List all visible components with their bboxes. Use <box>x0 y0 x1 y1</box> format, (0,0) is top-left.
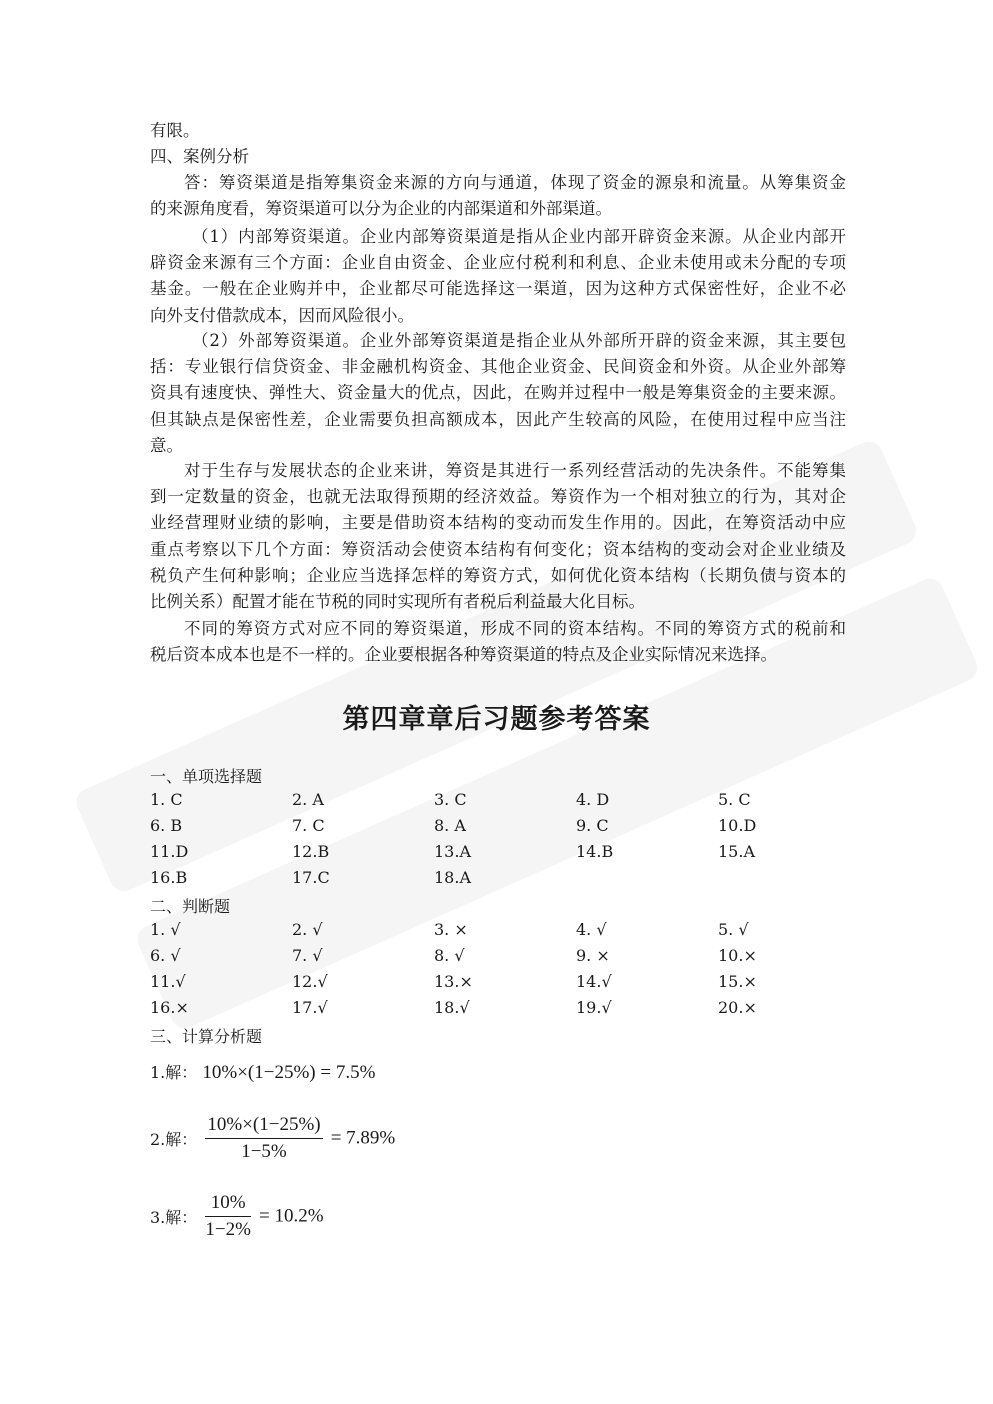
calc-heading: 三、计算分析题 <box>150 1027 263 1046</box>
paragraph-1 <box>150 170 846 222</box>
section-heading: 四、案例分析 <box>150 147 249 166</box>
answer-cell: 7. √ <box>292 946 323 965</box>
calc-expression: 10%×(1−25%) = 7.5% <box>202 1062 376 1083</box>
answer-cell: 3. × <box>434 920 468 939</box>
answer-cell: 15.A <box>718 842 755 861</box>
answer-cell: 11.D <box>150 842 189 861</box>
answer-cell: 14.√ <box>576 972 612 991</box>
fraction-numerator: 10%×(1−25%) <box>205 1114 322 1139</box>
answer-cell: 4. D <box>576 790 610 809</box>
text-line: 的来源角度看，筹资渠道可以分为企业的内部渠道和外部渠道。 <box>150 199 612 219</box>
text-line: 但其缺点是保密性差，企业需要负担高额成本，因此产生较高的风险，在使用过程中应当注 <box>150 409 846 429</box>
calc-label: 1.解： <box>150 1063 198 1082</box>
paragraph-2 <box>150 224 846 329</box>
answer-cell: 6. B <box>150 816 183 835</box>
answer-cell: 15.× <box>718 972 757 991</box>
calc-result: = 10.2% <box>259 1205 324 1227</box>
answer-cell: 20.× <box>718 998 757 1017</box>
answer-cell: 5. C <box>718 790 751 809</box>
answer-cell: 11.√ <box>150 972 186 991</box>
text-line: 到一定数量的资金，也就无法取得预期的经济效益。筹资作为一个相对独立的行为，其对企 <box>150 487 846 507</box>
text-line: 答：筹资渠道是指筹集资金来源的方向与通道，体现了资金的源泉和流量。从筹集资金 <box>184 173 846 192</box>
answer-cell: 9. × <box>576 946 610 965</box>
paragraph-4 <box>150 458 846 615</box>
text-line: 业经营理财业绩的影响，主要是借助资本结构的变动而发生作用的。因此，在筹资活动中应 <box>150 513 846 533</box>
text-line: 向外支付借款成本，因而风险很小。 <box>150 305 414 325</box>
answer-cell: 1. C <box>150 790 183 809</box>
answer-cell: 17.√ <box>292 998 328 1017</box>
text-line: （1）内部筹资渠道。企业内部筹资渠道是指从企业内部开辟资金来源。从企业内部开 <box>192 227 846 246</box>
fraction-denominator: 1−5% <box>241 1141 287 1162</box>
answer-cell: 8. A <box>434 816 466 835</box>
answer-cell: 17.C <box>292 868 330 887</box>
text-line: 资具有速度快、弹性大、资金量大的优点，因此，在购并过程中一般是筹集资金的主要来源。 <box>150 383 846 403</box>
answer-cell: 13.× <box>434 972 473 991</box>
chapter-title: 第四章章后习题参考答案 <box>342 704 651 735</box>
answer-cell: 10.× <box>718 946 757 965</box>
answer-cell: 16.× <box>150 998 189 1017</box>
text-line: 基金。一般在企业购并中，企业都尽可能选择这一渠道，因为这种方式保密性好，企业不必 <box>150 279 846 299</box>
answer-cell: 6. √ <box>150 946 181 965</box>
calc-item-2 <box>150 1114 395 1163</box>
calc-label: 2.解： <box>150 1130 198 1149</box>
paragraph-3 <box>150 328 846 459</box>
paragraph-5 <box>150 616 846 668</box>
true-false-heading: 二、判断题 <box>150 897 231 916</box>
single-choice-heading: 一、单项选择题 <box>150 767 263 786</box>
answer-cell: 18.√ <box>434 998 470 1017</box>
calc-item-3 <box>150 1192 324 1241</box>
calc-label: 3.解： <box>150 1208 198 1227</box>
answer-cell: 14.B <box>576 842 614 861</box>
fraction <box>205 1192 251 1241</box>
text-line: 税后资本成本也是不一样的。企业要根据各种筹资渠道的特点及企业实际情况来选择。 <box>150 645 777 665</box>
text-line: 重点考察以下几个方面：筹资活动会使资本结构有何变化；资本结构的变动会对企业业绩及 <box>150 539 846 559</box>
answer-cell: 7. C <box>292 816 325 835</box>
text-line: 辟资金来源有三个方面：企业自由资金、企业应付税利和利息、企业未使用或未分配的专项 <box>150 253 846 273</box>
answer-cell: 12.√ <box>292 972 328 991</box>
answer-cell: 9. C <box>576 816 609 835</box>
answer-cell: 1. √ <box>150 920 181 939</box>
text-line: （2）外部筹资渠道。企业外部筹资渠道是指企业从外部所开辟的资金来源，其主要包 <box>192 331 846 350</box>
answer-cell: 2. A <box>292 790 324 809</box>
answer-cell: 5. √ <box>718 920 749 939</box>
text-line: 税负产生何种影响；企业应当选择怎样的筹资方式，如何优化资本结构（长期负债与资本的 <box>150 565 846 585</box>
calc-result: = 7.89% <box>330 1127 396 1149</box>
answer-cell: 12.B <box>292 842 330 861</box>
calc-item-1 <box>150 1060 375 1084</box>
answer-cell: 16.B <box>150 868 188 887</box>
text-line: 括：专业银行信贷资金、非金融机构资金、其他企业资金、民间资金和外资。从企业外部筹 <box>150 357 846 377</box>
text-line: 对于生存与发展状态的企业来讲，筹资是其进行一系列经营活动的先决条件。不能筹集 <box>184 461 846 480</box>
continuation-text <box>150 118 846 144</box>
answer-cell: 19.√ <box>576 998 612 1017</box>
answer-cell: 4. √ <box>576 920 607 939</box>
answer-cell: 18.A <box>434 868 471 887</box>
text-line: 意。 <box>150 435 183 455</box>
fraction-numerator: 10% <box>205 1192 251 1217</box>
text-line: 比例关系）配置才能在节税的同时实现所有者税后利益最大化目标。 <box>150 592 645 612</box>
answer-cell: 3. C <box>434 790 467 809</box>
text-line: 有限。 <box>150 121 200 140</box>
answer-cell: 13.A <box>434 842 471 861</box>
answer-cell: 2. √ <box>292 920 323 939</box>
answer-cell: 8. √ <box>434 946 465 965</box>
fraction <box>205 1114 322 1163</box>
text-line: 不同的筹资方式对应不同的筹资渠道，形成不同的资本结构。不同的筹资方式的税前和 <box>184 619 846 638</box>
case-heading <box>150 144 846 170</box>
fraction-denominator: 1−2% <box>205 1219 251 1240</box>
answer-cell: 10.D <box>718 816 757 835</box>
